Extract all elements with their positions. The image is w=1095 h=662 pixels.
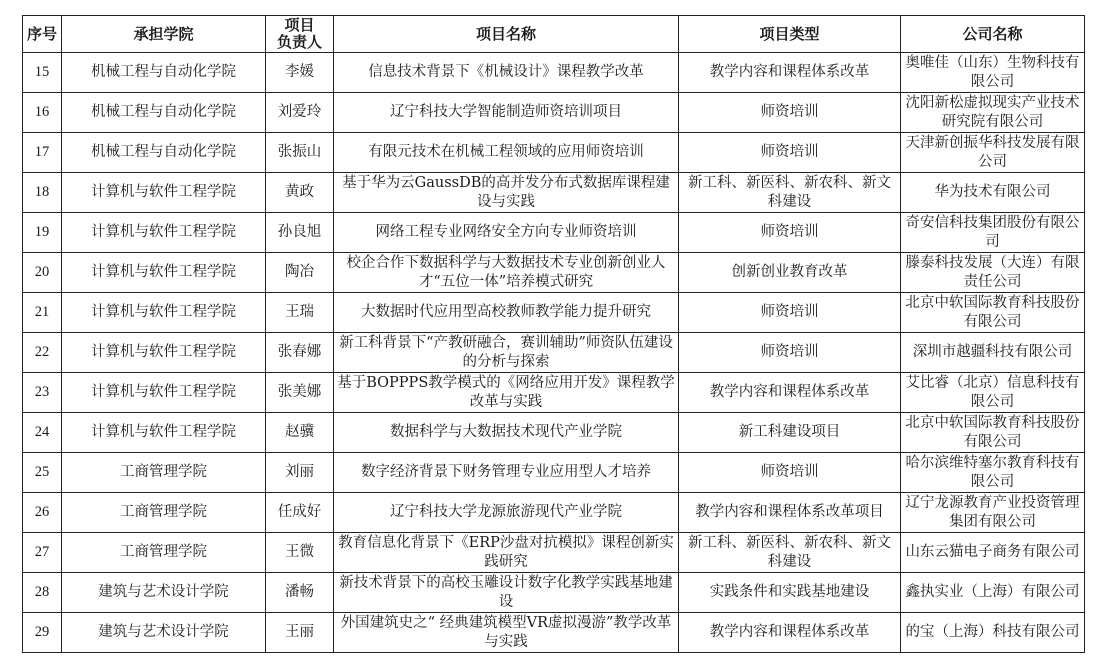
cell-college: 工商管理学院: [62, 453, 266, 493]
cell-company: 山东云猫电子商务有限公司: [901, 533, 1085, 573]
cell-leader: 刘丽: [266, 453, 334, 493]
cell-college: 工商管理学院: [62, 493, 266, 533]
cell-type: 教学内容和课程体系改革项目: [679, 493, 901, 533]
cell-college: 计算机与软件工程学院: [62, 373, 266, 413]
table-row: [23, 333, 1085, 373]
cell-college: 计算机与软件工程学院: [62, 213, 266, 253]
table-row: [23, 453, 1085, 493]
cell-company: 鑫执实业（上海）有限公司: [901, 573, 1085, 613]
cell-college: 计算机与软件工程学院: [62, 173, 266, 213]
cell-no: 24: [23, 413, 62, 453]
cell-project: 新技术背景下的高校玉雕设计数字化教学实践基地建设: [334, 573, 679, 613]
cell-leader: 孙良旭: [266, 213, 334, 253]
cell-company: 滕泰科技发展（大连）有限责任公司: [901, 253, 1085, 293]
cell-project: 数据科学与大数据技术现代产业学院: [334, 413, 679, 453]
cell-leader: 陶冶: [266, 253, 334, 293]
header-leader-line1: 项目: [284, 16, 315, 34]
project-table: [22, 15, 1085, 653]
cell-college: 建筑与艺术设计学院: [62, 613, 266, 653]
table-body: [23, 53, 1085, 653]
cell-no: 17: [23, 133, 62, 173]
cell-project: 外国建筑史之“ 经典建筑模型VR虚拟漫游”教学改革与实践: [334, 613, 679, 653]
header-row: [23, 16, 1085, 53]
cell-leader: 潘畅: [266, 573, 334, 613]
cell-type: 师资培训: [679, 333, 901, 373]
cell-leader: 王微: [266, 533, 334, 573]
table-row: [23, 93, 1085, 133]
cell-project: 信息技术背景下《机械设计》课程教学改革: [334, 53, 679, 93]
cell-no: 21: [23, 293, 62, 333]
cell-leader: 李媛: [266, 53, 334, 93]
cell-company: 的宝（上海）科技有限公司: [901, 613, 1085, 653]
table-row: [23, 133, 1085, 173]
cell-type: 师资培训: [679, 293, 901, 333]
cell-no: 25: [23, 453, 62, 493]
table-row: [23, 613, 1085, 653]
cell-company: 深圳市越疆科技有限公司: [901, 333, 1085, 373]
cell-leader: 赵骥: [266, 413, 334, 453]
header-project: 项目名称: [334, 16, 679, 53]
table-row: [23, 253, 1085, 293]
cell-company: 奇安信科技集团股份有限公司: [901, 213, 1085, 253]
cell-company: 哈尔滨维特塞尔教育科技有限公司: [901, 453, 1085, 493]
cell-college: 计算机与软件工程学院: [62, 333, 266, 373]
cell-no: 27: [23, 533, 62, 573]
cell-no: 20: [23, 253, 62, 293]
cell-company: 艾比睿（北京）信息科技有限公司: [901, 373, 1085, 413]
cell-type: 师资培训: [679, 213, 901, 253]
cell-college: 机械工程与自动化学院: [62, 133, 266, 173]
cell-type: 师资培训: [679, 93, 901, 133]
cell-leader: 张振山: [266, 133, 334, 173]
cell-company: 北京中软国际教育科技股份有限公司: [901, 293, 1085, 333]
cell-company: 华为技术有限公司: [901, 173, 1085, 213]
cell-project: 新工科背景下“产教研融合，赛训辅助”师资队伍建设的分析与探索: [334, 333, 679, 373]
table-row: [23, 213, 1085, 253]
table-row: [23, 173, 1085, 213]
header-leader: [266, 16, 334, 53]
cell-project: 教育信息化背景下《ERP沙盘对抗模拟》课程创新实践研究: [334, 533, 679, 573]
cell-no: 16: [23, 93, 62, 133]
table-header: [23, 16, 1085, 53]
header-type: 项目类型: [679, 16, 901, 53]
header-leader-line2: 负责人: [276, 33, 322, 51]
cell-no: 19: [23, 213, 62, 253]
cell-company: 天津新创振华科技发展有限公司: [901, 133, 1085, 173]
cell-company: 辽宁龙源教育产业投资管理集团有限公司: [901, 493, 1085, 533]
table-row: [23, 493, 1085, 533]
table-row: [23, 533, 1085, 573]
cell-no: 26: [23, 493, 62, 533]
cell-no: 18: [23, 173, 62, 213]
cell-type: 创新创业教育改革: [679, 253, 901, 293]
cell-leader: 黄政: [266, 173, 334, 213]
cell-college: 计算机与软件工程学院: [62, 253, 266, 293]
cell-leader: 王瑞: [266, 293, 334, 333]
table-row: [23, 53, 1085, 93]
cell-project: 数字经济背景下财务管理专业应用型人才培养: [334, 453, 679, 493]
cell-type: 教学内容和课程体系改革: [679, 373, 901, 413]
cell-type: 新工科、新医科、新农科、新文科建设: [679, 533, 901, 573]
cell-no: 15: [23, 53, 62, 93]
cell-no: 28: [23, 573, 62, 613]
cell-leader: 张美娜: [266, 373, 334, 413]
cell-company: 北京中软国际教育科技股份有限公司: [901, 413, 1085, 453]
cell-project: 校企合作下数据科学与大数据技术专业创新创业人才“五位一体”培养模式研究: [334, 253, 679, 293]
cell-project: 辽宁科技大学龙源旅游现代产业学院: [334, 493, 679, 533]
cell-college: 工商管理学院: [62, 533, 266, 573]
cell-leader: 张春娜: [266, 333, 334, 373]
header-company: 公司名称: [901, 16, 1085, 53]
cell-project: 网络工程专业网络安全方向专业师资培训: [334, 213, 679, 253]
cell-no: 23: [23, 373, 62, 413]
cell-no: 22: [23, 333, 62, 373]
cell-type: 实践条件和实践基地建设: [679, 573, 901, 613]
table-row: [23, 373, 1085, 413]
cell-company: 沈阳新松虚拟现实产业技术研究院有限公司: [901, 93, 1085, 133]
cell-type: 新工科建设项目: [679, 413, 901, 453]
cell-leader: 刘爱玲: [266, 93, 334, 133]
cell-college: 机械工程与自动化学院: [62, 53, 266, 93]
cell-type: 师资培训: [679, 453, 901, 493]
table-row: [23, 573, 1085, 613]
cell-college: 机械工程与自动化学院: [62, 93, 266, 133]
cell-type: 新工科、新医科、新农科、新文科建设: [679, 173, 901, 213]
cell-project: 基于华为云GaussDB的高并发分布式数据库课程建设与实践: [334, 173, 679, 213]
cell-leader: 王丽: [266, 613, 334, 653]
cell-project: 大数据时代应用型高校教师教学能力提升研究: [334, 293, 679, 333]
cell-company: 奥唯佳（山东）生物科技有限公司: [901, 53, 1085, 93]
cell-type: 教学内容和课程体系改革: [679, 53, 901, 93]
cell-college: 计算机与软件工程学院: [62, 413, 266, 453]
table-row: [23, 293, 1085, 333]
cell-leader: 任成好: [266, 493, 334, 533]
cell-project: 辽宁科技大学智能制造师资培训项目: [334, 93, 679, 133]
table-row: [23, 413, 1085, 453]
cell-project: 基于BOPPPS教学模式的《网络应用开发》课程教学改革与实践: [334, 373, 679, 413]
cell-college: 建筑与艺术设计学院: [62, 573, 266, 613]
cell-college: 计算机与软件工程学院: [62, 293, 266, 333]
header-college: 承担学院: [62, 16, 266, 53]
cell-no: 29: [23, 613, 62, 653]
cell-type: 师资培训: [679, 133, 901, 173]
header-no: 序号: [23, 16, 62, 53]
cell-project: 有限元技术在机械工程领域的应用师资培训: [334, 133, 679, 173]
cell-type: 教学内容和课程体系改革: [679, 613, 901, 653]
